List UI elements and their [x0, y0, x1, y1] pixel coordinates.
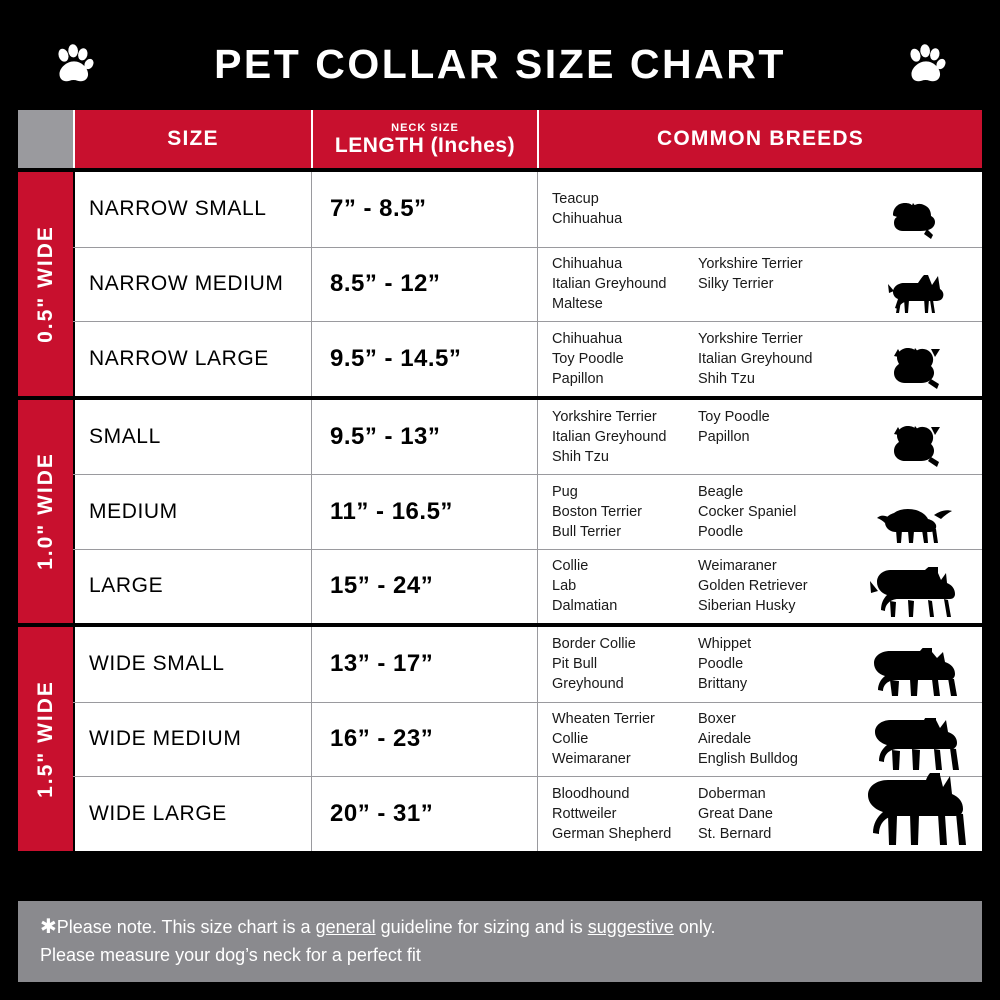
- footer-text-c: only.: [673, 916, 716, 937]
- breed-item: Italian Greyhound: [552, 276, 667, 293]
- breed-column-1: [552, 189, 698, 229]
- cell-size: LARGE: [73, 550, 311, 624]
- breed-item: Toy Poodle: [552, 350, 624, 367]
- footer-note: [18, 897, 982, 982]
- breed-item: Chihuahua: [552, 211, 623, 228]
- table-row: [73, 702, 982, 777]
- breed-item: Italian Greyhound: [552, 428, 667, 445]
- breed-item: Yorkshire Terrier: [698, 256, 803, 273]
- breed-column-1: [552, 709, 698, 769]
- width-group: [18, 396, 982, 624]
- table-row: [73, 321, 982, 396]
- breed-item: Collie: [552, 558, 589, 575]
- breed-item: Doberman: [698, 785, 766, 802]
- breed-item: Chihuahua: [552, 330, 623, 347]
- breed-item: Bloodhound: [552, 785, 630, 802]
- footer-emphasis-suggestive: suggestive: [587, 916, 674, 937]
- breed-item: Border Collie: [552, 636, 636, 653]
- width-group: [18, 623, 982, 851]
- breed-item: St. Bernard: [698, 825, 772, 842]
- breed-item: Cocker Spaniel: [698, 503, 797, 520]
- cell-length: 7” - 8.5”: [311, 172, 537, 247]
- breed-column-1: [552, 784, 698, 844]
- column-header-size: SIZE: [73, 110, 311, 168]
- cell-breeds: [537, 400, 982, 475]
- table-row: [73, 400, 982, 475]
- cell-size: NARROW SMALL: [73, 172, 311, 247]
- breed-item: Toy Poodle: [698, 408, 770, 425]
- cell-breeds: [537, 475, 982, 549]
- page-title: PET COLLAR SIZE CHART: [214, 40, 786, 87]
- breed-item: Wheaten Terrier: [552, 711, 655, 728]
- cell-breeds: [537, 627, 982, 702]
- breed-item: Bull Terrier: [552, 523, 622, 540]
- breed-item: Boston Terrier: [552, 503, 642, 520]
- yorkie-silhouette: [856, 172, 976, 247]
- footer-text-b: guideline for sizing and is: [375, 916, 588, 937]
- breed-item: English Bulldog: [698, 751, 798, 768]
- cell-size: WIDE MEDIUM: [73, 703, 311, 777]
- shih-tzu-silhouette: [856, 400, 976, 475]
- width-group-label: [18, 627, 73, 851]
- breed-column-2: [698, 709, 844, 769]
- breed-item: Poodle: [698, 656, 744, 673]
- footer-text-a: Please note. This size chart is a: [56, 916, 316, 937]
- breed-column-2: [698, 556, 844, 616]
- beagle-silhouette: [856, 475, 976, 549]
- column-header-breeds: COMMON BREEDS: [537, 110, 982, 168]
- footer-line-1: [40, 913, 962, 942]
- pitbull-silhouette: [856, 627, 976, 702]
- breed-column-1: [552, 407, 698, 467]
- breed-item: Golden Retriever: [698, 578, 808, 595]
- cell-size: SMALL: [73, 400, 311, 475]
- breed-column-1: [552, 254, 698, 314]
- breed-item: Collie: [552, 731, 589, 748]
- width-group-label-text: 0.5" WIDE: [33, 224, 57, 343]
- breed-item: Silky Terrier: [698, 276, 774, 293]
- cell-length: 11” - 16.5”: [311, 475, 537, 549]
- breed-item: Greyhound: [552, 676, 624, 693]
- breed-item: Rottweiler: [552, 805, 617, 822]
- breed-column-2: [698, 482, 844, 542]
- cell-length: 9.5” - 14.5”: [311, 322, 537, 396]
- breed-item: Weimaraner: [698, 558, 777, 575]
- breed-item: Beagle: [698, 483, 744, 500]
- cell-length: 15” - 24”: [311, 550, 537, 624]
- chart-header: [18, 18, 982, 110]
- breed-item: Italian Greyhound: [698, 350, 813, 367]
- cell-length: 9.5” - 13”: [311, 400, 537, 475]
- breed-item: Poodle: [698, 523, 744, 540]
- breed-item: Brittany: [698, 676, 748, 693]
- corner-cell: [18, 110, 73, 168]
- breed-item: Shih Tzu: [698, 370, 755, 387]
- breed-column-1: [552, 556, 698, 616]
- table-row: [73, 474, 982, 549]
- breed-item: Yorkshire Terrier: [698, 330, 803, 347]
- breed-item: Great Dane: [698, 805, 773, 822]
- asterisk-icon: ✱: [40, 915, 57, 938]
- breed-column-2: [698, 784, 844, 844]
- breed-item: Pug: [552, 483, 578, 500]
- cell-breeds: [537, 172, 982, 247]
- breed-item: Teacup: [552, 191, 599, 208]
- cell-size: MEDIUM: [73, 475, 311, 549]
- cell-length: 20” - 31”: [311, 777, 537, 851]
- table-header-row: [18, 110, 982, 168]
- width-group-label-text: 1.5" WIDE: [33, 679, 57, 798]
- table-row: [73, 549, 982, 624]
- cell-length: 13” - 17”: [311, 627, 537, 702]
- papillon-silhouette: [856, 322, 976, 396]
- breed-column-1: [552, 634, 698, 694]
- breed-item: Dalmatian: [552, 598, 618, 615]
- breed-item: Chihuahua: [552, 256, 623, 273]
- breed-item: Airedale: [698, 731, 752, 748]
- cell-breeds: [537, 550, 982, 624]
- table-row: [73, 172, 982, 247]
- column-header-length-label: LENGTH (Inches): [334, 133, 516, 157]
- width-group: [18, 168, 982, 396]
- cell-length: 16” - 23”: [311, 703, 537, 777]
- breed-column-2: [698, 189, 844, 229]
- paw-print-icon: [52, 42, 96, 86]
- breed-item: Papillon: [698, 428, 750, 445]
- breed-item: Boxer: [698, 711, 736, 728]
- cell-size: NARROW MEDIUM: [73, 248, 311, 322]
- column-header-neck-size: NECK SIZE: [391, 121, 459, 134]
- breed-column-2: [698, 407, 844, 467]
- width-group-label: [18, 400, 73, 624]
- cell-breeds: [537, 777, 982, 851]
- footer-line-2: Please measure your dog’s neck for a perfect fit: [40, 944, 421, 965]
- breed-item: Weimaraner: [552, 751, 631, 768]
- cell-size: WIDE LARGE: [73, 777, 311, 851]
- footer-emphasis-general: general: [315, 916, 376, 937]
- paw-print-icon: [904, 42, 948, 86]
- breed-item: Siberian Husky: [698, 598, 796, 615]
- breed-item: Shih Tzu: [552, 448, 609, 465]
- table-row: [73, 247, 982, 322]
- table-row: [73, 776, 982, 851]
- breed-item: Pit Bull: [552, 656, 598, 673]
- retriever-silhouette: [856, 550, 976, 624]
- breed-column-2: [698, 254, 844, 314]
- table-row: [73, 627, 982, 702]
- breed-column-2: [698, 329, 844, 389]
- breed-item: Maltese: [552, 296, 603, 313]
- boxer-silhouette: [856, 703, 976, 777]
- doberman-silhouette: [856, 777, 976, 851]
- breed-item: Lab: [552, 578, 577, 595]
- breed-item: Whippet: [698, 636, 752, 653]
- cell-breeds: [537, 703, 982, 777]
- cell-size: NARROW LARGE: [73, 322, 311, 396]
- cell-length: 8.5” - 12”: [311, 248, 537, 322]
- cell-breeds: [537, 248, 982, 322]
- column-header-length: [311, 110, 537, 168]
- breed-item: Yorkshire Terrier: [552, 408, 657, 425]
- width-group-label: [18, 172, 73, 396]
- breed-column-1: [552, 329, 698, 389]
- chihuahua-silhouette: [856, 248, 976, 322]
- breed-column-2: [698, 634, 844, 694]
- breed-item: German Shepherd: [552, 825, 672, 842]
- width-group-label-text: 1.0" WIDE: [33, 452, 57, 571]
- size-table: [18, 110, 982, 897]
- cell-size: WIDE SMALL: [73, 627, 311, 702]
- breed-column-1: [552, 482, 698, 542]
- breed-item: Papillon: [552, 370, 604, 387]
- cell-breeds: [537, 322, 982, 396]
